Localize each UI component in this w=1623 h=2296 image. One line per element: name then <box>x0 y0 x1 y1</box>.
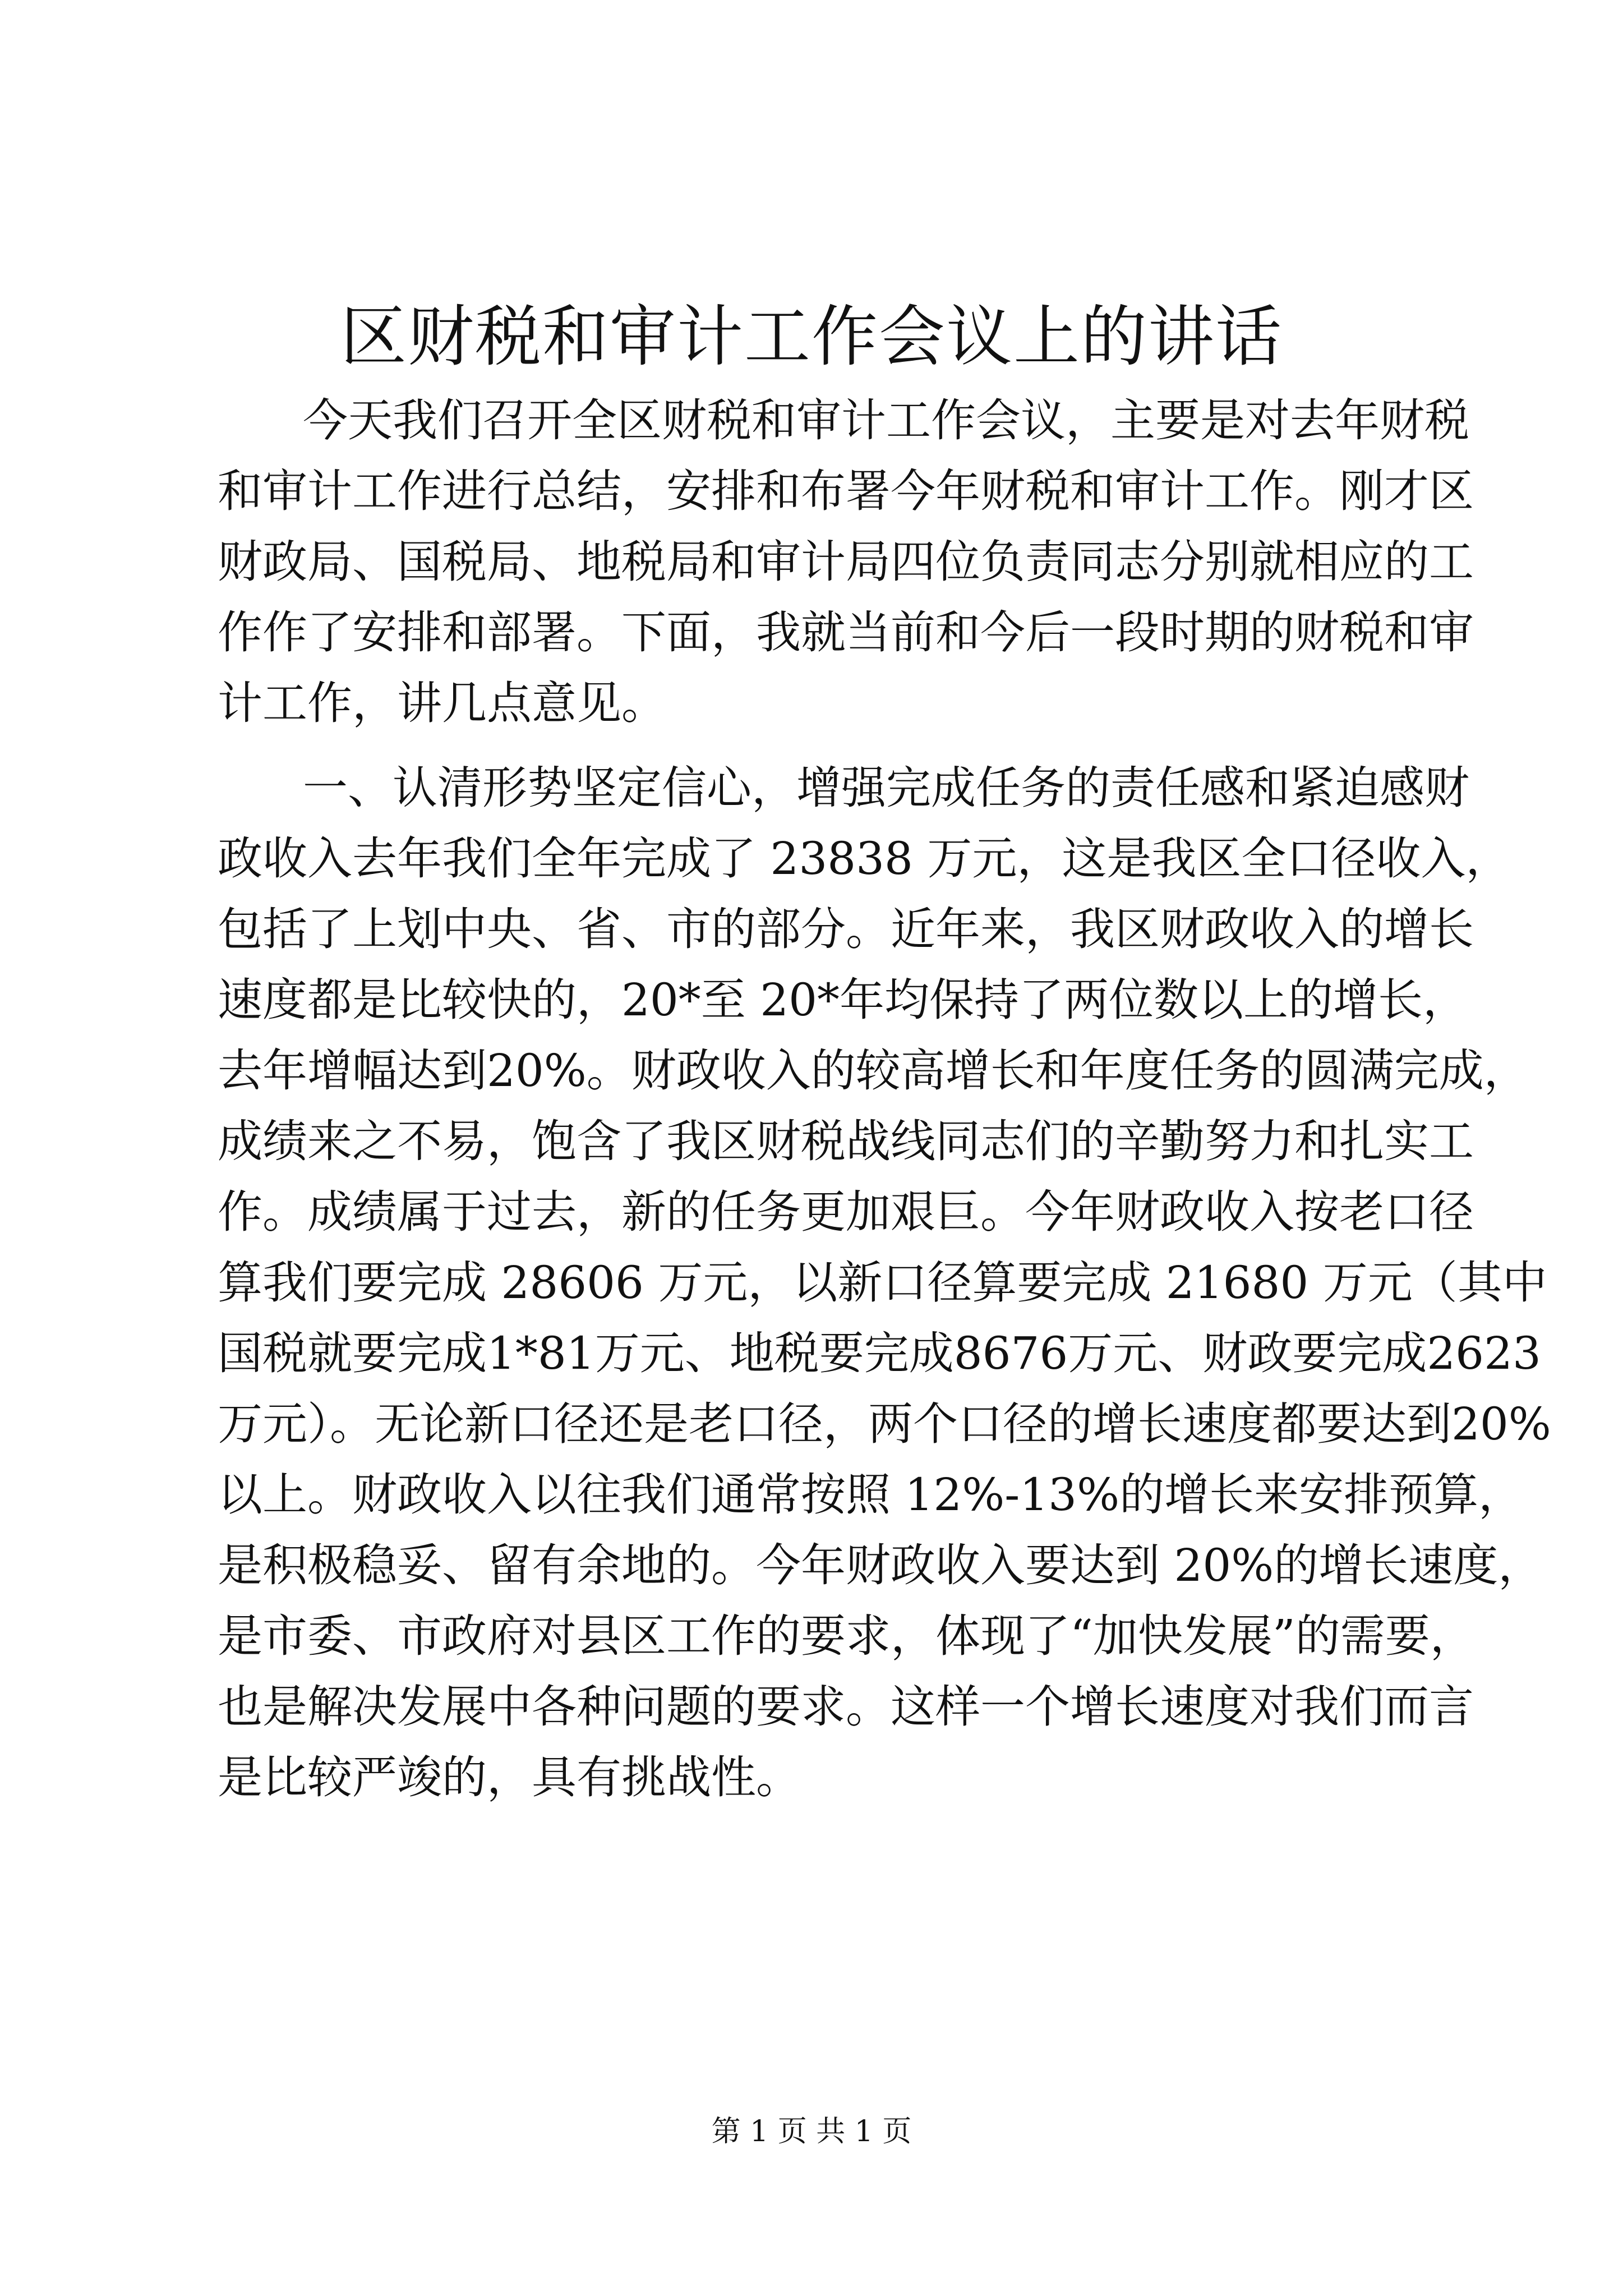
paragraph-2-line-12: 是积极稳妥、留有余地的。今年财政收入要达到 20%的增长速度， <box>218 1539 1543 1591</box>
document-title: 区财税和审计工作会议上的讲话 <box>340 298 1283 375</box>
paragraph-2-line-8: 算我们要完成 28606 万元，以新口径算要完成 21680 万元（其中 <box>218 1257 1547 1309</box>
paragraph-2-line-13: 是市委、市政府对县区工作的要求，体现了“加快发展”的需要， <box>218 1610 1475 1662</box>
paragraph-1-line-4: 作作了安排和部署。下面，我就当前和今后一段时期的财税和审 <box>218 606 1474 659</box>
paragraph-2-line-1: 一、认清形势坚定信心，增强完成任务的责任感和紧迫感财 <box>303 762 1469 814</box>
paragraph-2-line-5: 去年增幅达到20%。财政收入的较高增长和年度任务的圆满完成， <box>218 1045 1529 1097</box>
page-footer: 第 1 页 共 1 页 <box>711 2115 912 2148</box>
paragraph-2-line-3: 包括了上划中央、省、市的部分。近年来，我区财政收入的增长 <box>218 903 1474 955</box>
paragraph-2-line-14: 也是解决发展中各种问题的要求。这样一个增长速度对我们而言 <box>218 1681 1474 1733</box>
paragraph-2-line-11: 以上。财政收入以往我们通常按照 12%-13%的增长来安排预算， <box>218 1469 1524 1521</box>
paragraph-2-line-15: 是比较严竣的，具有挑战性。 <box>218 1751 801 1803</box>
paragraph-2-line-6: 成绩来之不易，饱含了我区财税战线同志们的辛勤努力和扎实工 <box>218 1115 1474 1167</box>
paragraph-2-line-4: 速度都是比较快的，20*至 20*年均保持了两位数以上的增长， <box>218 974 1468 1026</box>
paragraph-1-line-2: 和审计工作进行总结，安排和布署今年财税和审计工作。刚才区 <box>218 465 1474 517</box>
paragraph-2-line-9: 国税就要完成1*81万元、地税要完成8676万元、财政要完成2623 <box>218 1327 1541 1379</box>
paragraph-2-line-7: 作。成绩属于过去，新的任务更加艰巨。今年财政收入按老口径 <box>218 1186 1474 1238</box>
paragraph-1-line-3: 财政局、国税局、地税局和审计局四位负责同志分别就相应的工 <box>218 536 1474 588</box>
paragraph-1-line-5: 计工作，讲几点意见。 <box>218 677 666 729</box>
paragraph-2-line-10: 万元）。无论新口径还是老口径，两个口径的增长速度都要达到20% <box>218 1398 1551 1450</box>
paragraph-1-line-1: 今天我们召开全区财税和审计工作会议，主要是对去年财税 <box>303 394 1469 447</box>
paragraph-2-line-2: 政收入去年我们全年完成了 23838 万元，这是我区全口径收入， <box>218 832 1511 885</box>
